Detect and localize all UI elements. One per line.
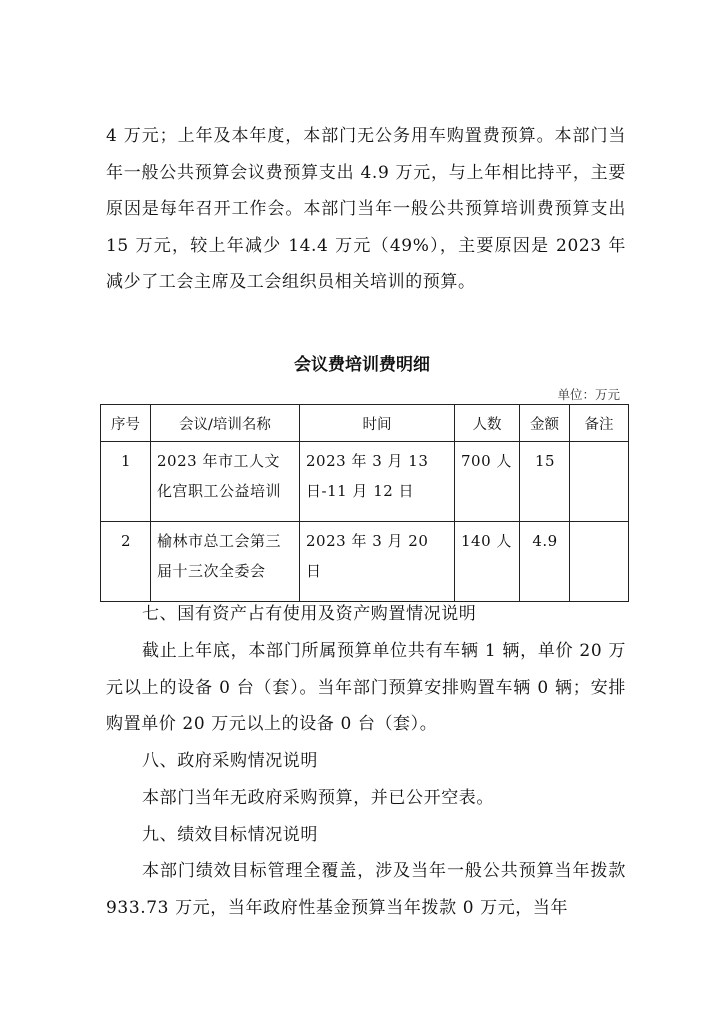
header-no: 序号	[101, 405, 151, 442]
table-header-row	[101, 405, 629, 442]
cell-remark	[570, 522, 629, 602]
cell-no: 1	[101, 442, 151, 522]
cell-count: 140 人	[455, 522, 520, 602]
section-7-body: 截止上年底，本部门所属预算单位共有车辆 1 辆，单价 20 万元以上的设备 0 台（套）。当年部门预算安排购置车辆 0 辆；安排购置单价 20 万元以上的设备 0 台（套）。	[106, 641, 626, 734]
header-amount: 金额	[520, 405, 570, 442]
table-row	[101, 522, 629, 602]
cell-remark	[570, 442, 629, 522]
header-remark: 备注	[570, 405, 629, 442]
cell-name: 2023 年市工人文化宫职工公益培训	[151, 442, 300, 522]
section-8-body: 本部门当年无政府采购预算，并已公开空表。	[142, 788, 494, 808]
section-7-heading: 七、国有资产占有使用及资产购置情况说明	[142, 604, 477, 624]
header-count: 人数	[455, 405, 520, 442]
unit-label: 单位：万元	[557, 387, 620, 402]
cell-time: 2023 年 3 月 20 日	[300, 522, 455, 602]
cell-no: 2	[101, 522, 151, 602]
cell-amount: 15	[520, 442, 570, 522]
cell-time: 2023 年 3 月 13 日-11 月 12 日	[300, 442, 455, 522]
cell-count: 700 人	[455, 442, 520, 522]
header-time: 时间	[300, 405, 455, 442]
section-8-heading: 八、政府采购情况说明	[142, 751, 318, 771]
cell-name: 榆林市总工会第三届十三次全委会	[151, 522, 300, 602]
meeting-training-table	[100, 404, 629, 602]
header-name: 会议/培训名称	[151, 405, 300, 442]
cell-amount: 4.9	[520, 522, 570, 602]
budget-paragraph: 4 万元；上年及本年度，本部门无公务用车购置费预算。本部门当年一般公共预算会议费预算支出 4.9 万元，与上年相比持平，主要原因是每年召开工作会。本部门当年一般公共预算培训费预算支出 15 万元，较上年减少 14.4 万元（49%），主要原因是 2023 年减少了工会主席及工会组织员相关培训的预算。	[106, 126, 626, 292]
section-9-body: 本部门绩效目标管理全覆盖，涉及当年一般公共预算当年拨款 933.73 万元，当年政府性基金预算当年拨款 0 万元，当年	[106, 861, 626, 918]
section-9-heading: 九、绩效目标情况说明	[142, 825, 318, 845]
table-row	[101, 442, 629, 522]
table-title: 会议费培训费明细	[294, 355, 430, 375]
